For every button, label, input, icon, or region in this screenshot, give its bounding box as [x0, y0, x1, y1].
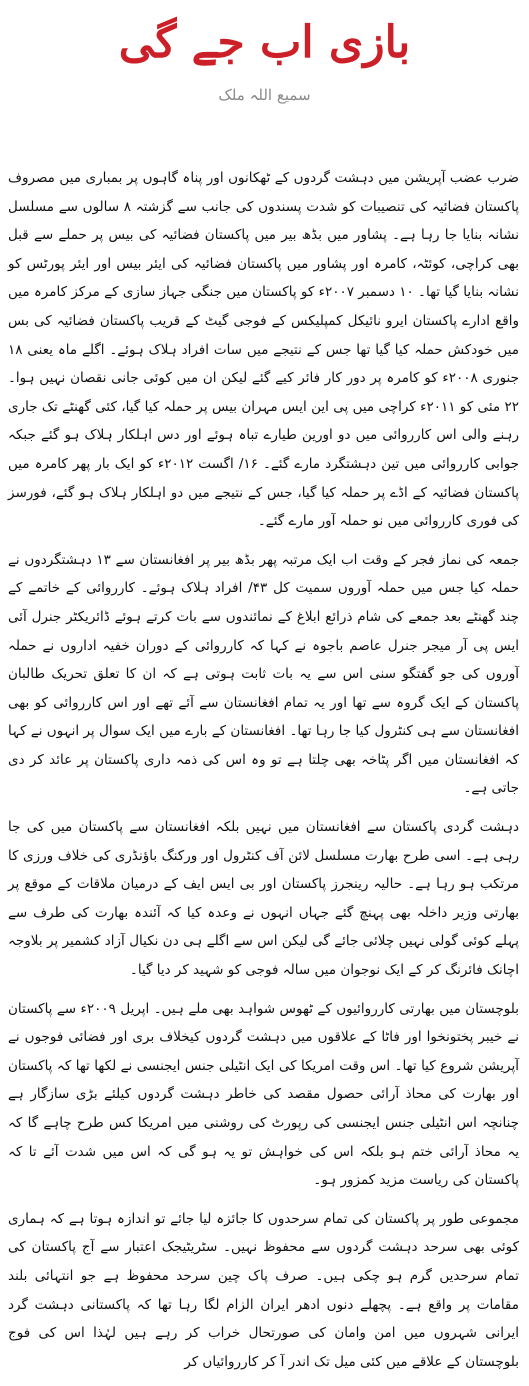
article-headline: بازی اب جے گی	[118, 17, 411, 68]
author-byline: سمیع اللہ ملک	[218, 86, 311, 104]
paragraph-3: دہشت گردی پاکستان سے افغانستان میں نہیں بلکہ افغانستان سے پاکستان میں کی جا رہی ہے۔ اسی طرح بھارت مسلسل لائن آف کنٹرول اور ورکنگ باؤنڈری کی خلاف ورزی کا مرتکب ہو رہا ہے۔ حالیہ رینجرز پاکستان اور بی ایس ایف کے درمیان ملاقات کے موقع پر بھارتی وزیر داخلہ بھی پہنچ گئے جہاں انہوں نے وعدہ کیا کہ آئندہ بھارت کی طرف سے پہلے کوئی گولی نہیں چلائی جائے گی لیکن اس سے اگلے ہی دن نکیال آزاد کشمیر پر بلاوجہ اچانک فائرنگ کر کے ایک نوجوان میں سالہ فوجی کو شہید کر دیا گیا۔	[8, 819, 519, 979]
paragraph-2: جمعہ کی نماز فجر کے وقت اب ایک مرتبہ پھر بڈھ بیر پر افغانستان سے ۱۳ دہشتگردوں نے حملہ کیا جس میں حملہ آوروں سمیت کل ۴۳/ افراد ہلاک ہوئے۔ کارروائی کے خاتمے کے چند گھنٹے بعد جمعے کی شام ذرائع ابلاغ کے نمائندوں سے بات کرتے ہوئے ڈائریکٹر جنرل آئی ایس پی آر میجر جنرل عاصم باجوہ نے کہا کہ کارروائی کے دوران خفیہ اداروں نے حملہ آوروں کی جو گفتگو سنی اس سے یہ بات ثابت ہوتی ہے کہ ان کا تعلق تحریک طالبان پاکستان کے ایک گروہ سے تھا اور یہ تمام افغانستان سے آئے تھے اور اس کارروائی کو بھی افغانستان سے ہی کنٹرول کیا جا رہا تھا۔ افغانستان کے بارے میں ایک سوال پر انہوں نے کہا کہ افغانستان میں اگر پٹاخہ بھی چلتا ہے تو وہ اس کی ذمہ داری پاکستان پر عائد کر دی جاتی ہے۔	[8, 551, 519, 797]
paragraph-5: مجموعی طور پر پاکستان کی تمام سرحدوں کا جائزہ لیا جائے تو اندازہ ہوتا ہے کہ ہماری کوئی بھی سرحد دہشت گردوں سے محفوظ نہیں۔ سٹریٹیجک اعتبار سے آج پاکستان کی تمام سرحدیں گرم ہو چکی ہیں۔ صرف پاک چین سرحد محفوظ ہے جو انتہائی بلند مقامات پر واقع ہے۔ پچھلے دنوں ادھر ایران الزام لگا رہا تھا کہ پاکستانی دہشت گرد ایرانی شہروں میں امن وامان کی صورتحال خراب کر رہے ہیں لہٰذا اس کی فوج بلوچستان کے علاقے میں کئی میل تک اندر آ کر کارروائیاں کر	[8, 1210, 519, 1370]
paragraph-1: ضرب عضب آپریشن میں دہشت گردوں کے ٹھکانوں اور پناہ گاہوں پر بمباری میں مصروف پاکستان فضائیہ کی تنصیبات کو شدت پسندوں کی جانب سے گزشتہ ۸ سالوں سے مسلسل نشانہ بنایا جا رہا ہے۔ پشاور میں بڈھ بیر میں پاکستان فضائیہ کی بیس پر حملے سے قبل بھی کراچی، کوئٹہ، کامرہ اور پشاور میں پاکستان فضائیہ کی ایئر بیس اور ایئر پورٹس کو نشانہ بنایا گیا تھا۔ ۱۰ دسمبر ۲۰۰۷ء کو پاکستان میں جنگی جہاز سازی کے مرکز کامرہ میں واقع ادارے پاکستان ایرو نائیکل کمپلیکس کے فوجی گیٹ کے قریب پاکستان فضائیہ کی بس میں خودکش حملہ کیا گیا تھا جس کے نتیجے میں سات افراد ہلاک ہوئے۔ اگلے ماہ یعنی ۱۸ جنوری ۲۰۰۸ء کو کامرہ پر دور کار فائر کیے گئے لیکن ان میں کوئی جانی نقصان نہیں ہوا۔ ۲۲ مئی کو ۲۰۱۱ء کراچی میں پی این ایس مہران بیس پر حملہ کیا گیا، کئی گھنٹے تک جاری رہنے والی اس کارروائی میں دو اورین طیارے تباہ ہوئے اور دس اہلکار ہلاک ہو گئے جبکہ جوابی کارروائی میں تین دہشتگرد مارے گئے۔ ۱۶/ اگست ۲۰۱۲ء کو ایک بار پھر کامرہ میں پاکستان فضائیہ کے اڈے پر حملہ کیا گیا، جس کے نتیجے میں دو اہلکار ہلاک ہو گئے، فورسز کی فوری کارروائی میں نو حملہ آور مارے گئے۔	[8, 170, 520, 530]
article-body	[8, 164, 519, 1386]
paragraph-4: بلوچستان میں بھارتی کارروائیوں کے ٹھوس شواہد بھی ملے ہیں۔ اپریل ۲۰۰۹ء سے پاکستان نے خیبر پختونخوا اور فاٹا کے علاقوں میں دہشت گردوں کیخلاف بری اور فضائی فوجوں نے آپریشن شروع کیا تھا۔ اس وقت امریکا کی ایک انٹیلی جنس ایجنسی نے لکھا تھا کہ پاکستان اور بھارت کی محاذ آرائی حصول مقصد کی خاطر دہشت گردوں کیلئے بڑی سازگار ہے چنانچہ اس انٹیلی جنس ایجنسی کی رپورٹ کی روشنی میں امریکا کس طرح چاہے گا کہ یہ محاذ آرائی ختم ہو بلکہ اس کی خواہش تو یہ ہو گی کہ اس میں شدت آئے تا کہ پاکستان کی ریاست مزید کمزور ہو۔	[8, 1000, 519, 1189]
